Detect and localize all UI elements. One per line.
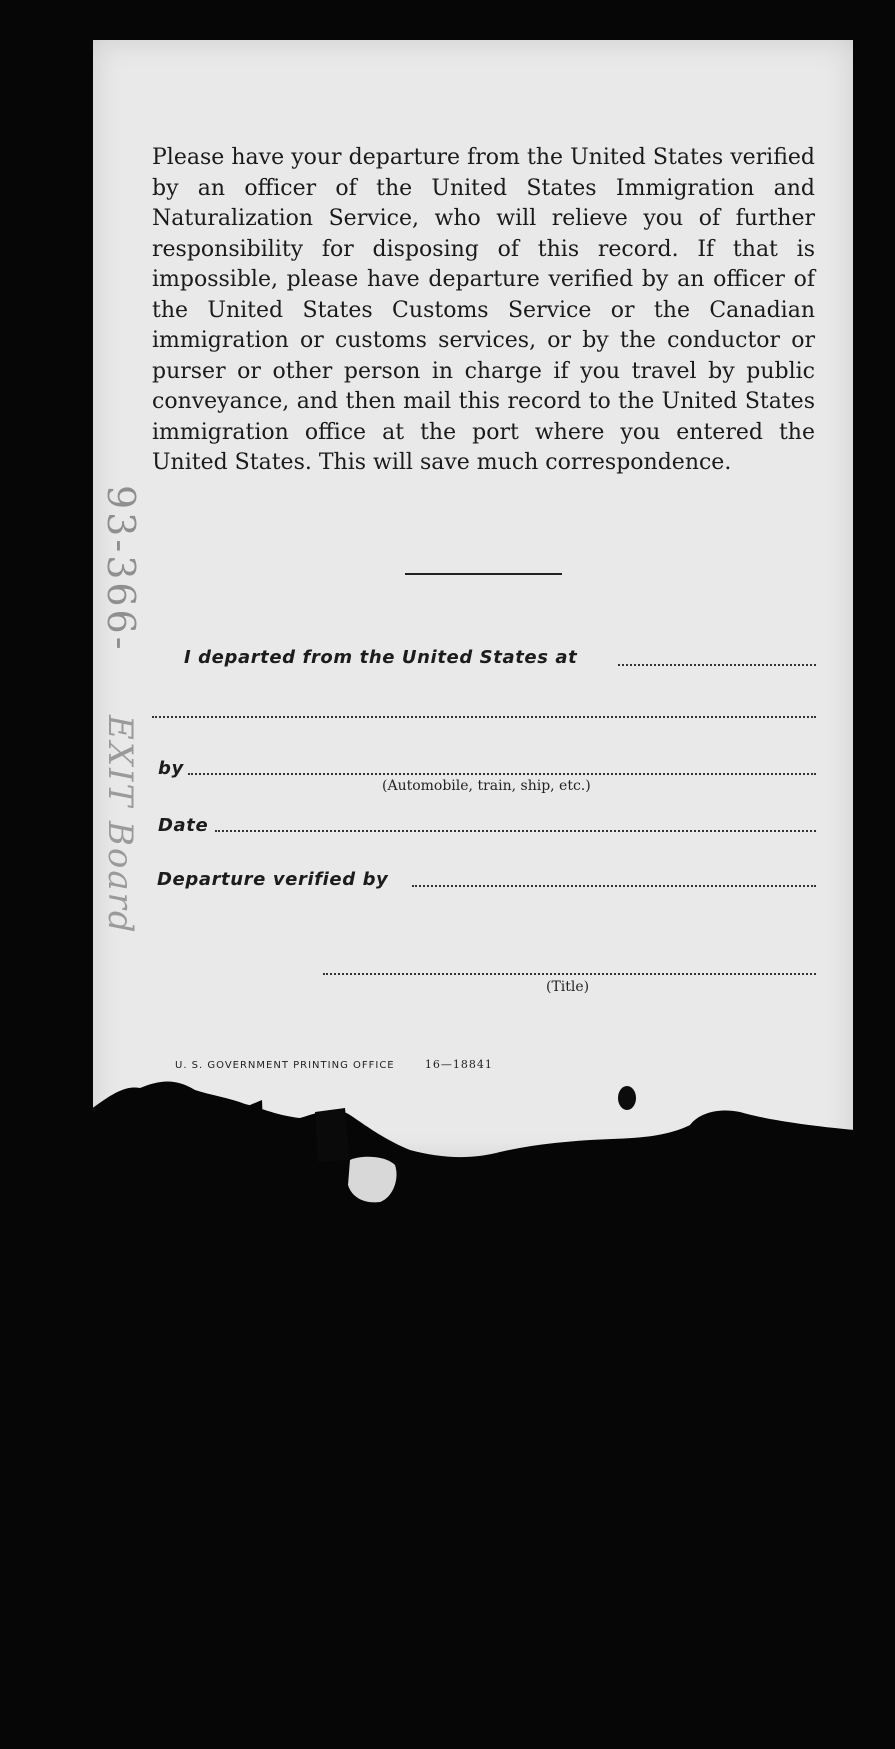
conveyance-field[interactable]	[188, 773, 816, 775]
date-field[interactable]	[215, 830, 816, 832]
departed-place-field-line-2[interactable]	[152, 716, 816, 718]
verifier-field[interactable]	[412, 885, 816, 887]
verified-label: Departure verified by	[157, 869, 389, 890]
departed-label: I departed from the United States at	[184, 647, 578, 668]
by-label: by	[158, 758, 184, 779]
handwritten-file-number: 93-366-	[99, 485, 143, 653]
title-caption: (Title)	[546, 979, 590, 995]
departed-place-field[interactable]	[618, 664, 816, 666]
printing-office-name: U. S. GOVERNMENT PRINTING OFFICE	[175, 1060, 395, 1071]
divider-rule	[405, 573, 562, 575]
title-field[interactable]	[323, 973, 816, 975]
printing-office-imprint	[175, 1058, 493, 1071]
handwritten-note: EXIT Board	[100, 715, 140, 935]
date-label: Date	[158, 815, 209, 836]
form-number: 16—18841	[424, 1058, 493, 1071]
conveyance-caption: (Automobile, train, ship, etc.)	[382, 778, 591, 794]
departure-instructions: Please have your departure from the United States verified by an officer of the United States Immigration and Naturalization Service, who will relieve you of further responsibility for disposing of this record. If that is impossible, please have departure verified by an officer of the United States Customs Service or the Canadian immigration or customs services, or by the conductor or purser or other person in charge if you travel by public conveyance, and then mail this record to the United States immigration office at the port where you entered the United States. This will save much correspondence.	[152, 145, 815, 475]
